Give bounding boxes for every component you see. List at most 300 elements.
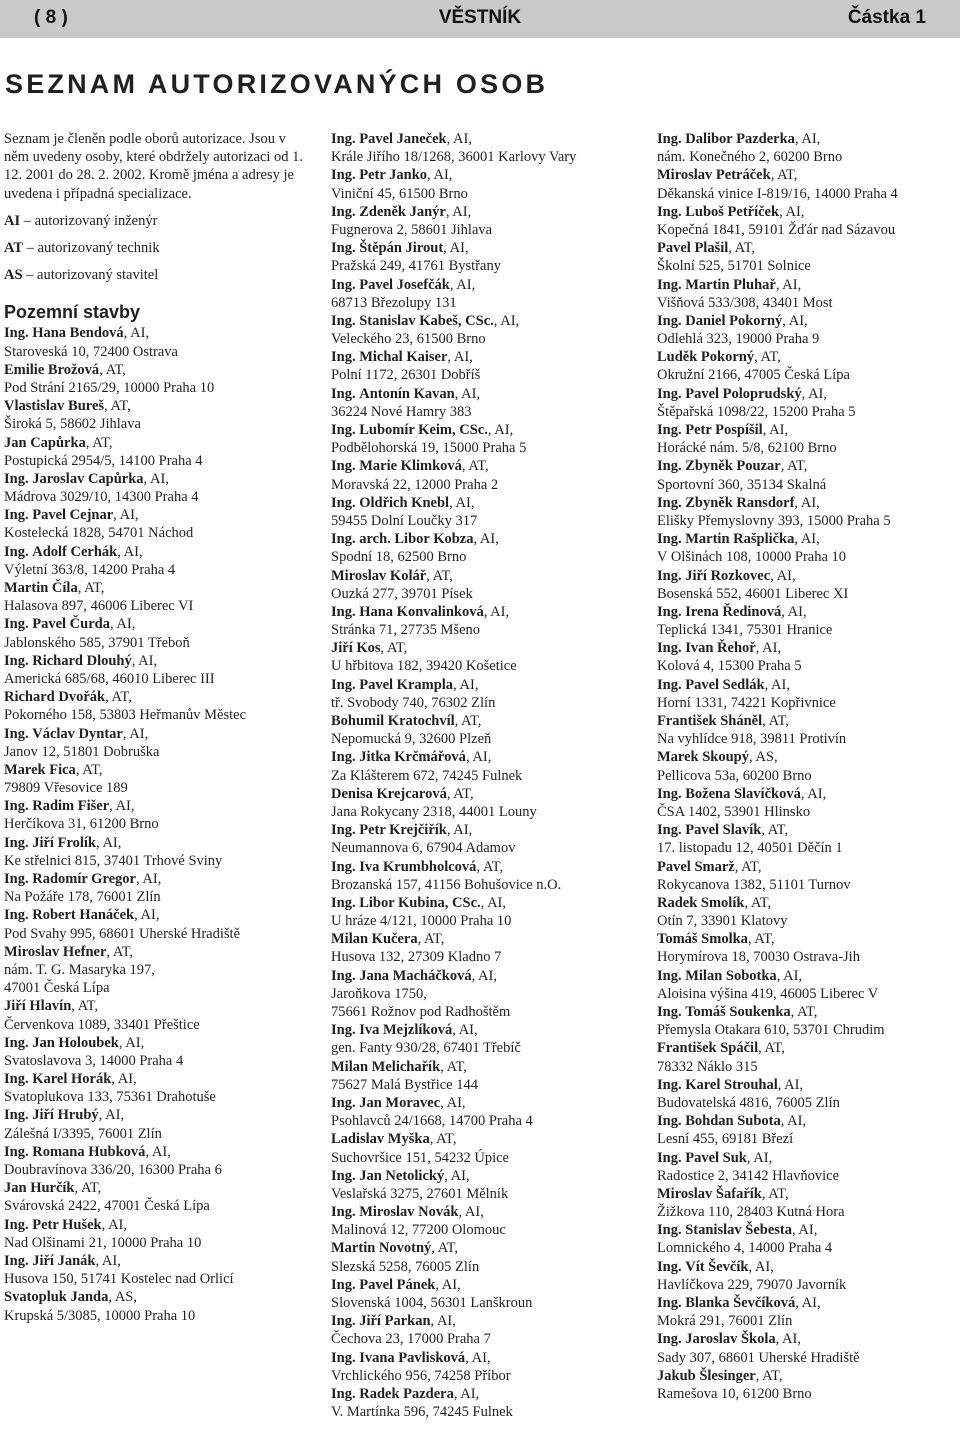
- person-authorization: , AI,: [118, 1034, 145, 1051]
- person-address: Kopečná 1841, 59101 Žďár nad Sázavou: [657, 221, 896, 238]
- person-title: Ing.: [4, 1071, 29, 1088]
- person-authorization: , AI,: [109, 798, 135, 815]
- person-entry: [657, 1076, 957, 1112]
- person-title: Ing.: [331, 203, 356, 220]
- person-entry: [331, 1167, 637, 1203]
- person-address: Pražská 249, 41761 Bystřany: [331, 258, 501, 275]
- person-name: Ladislav Myška: [331, 1131, 430, 1148]
- person-authorization: , AI,: [800, 785, 827, 802]
- person-address: Svatoplukova 133, 75361 Drahotuše: [4, 1089, 216, 1106]
- person-entry: [657, 1221, 957, 1257]
- person-address: Spodní 18, 62500 Brno: [331, 549, 467, 566]
- person-title: Ing.: [657, 567, 682, 584]
- person-entry: [4, 870, 312, 906]
- person-name: Jiří Kos: [331, 640, 381, 657]
- person-authorization: , AI,: [131, 652, 158, 669]
- person-title: Ing.: [331, 422, 356, 438]
- person-title: Ing.: [657, 1004, 682, 1020]
- person-authorization: , AI,: [95, 1252, 121, 1269]
- person-name: Robert Hanáček: [32, 907, 135, 924]
- person-address: Děkanská vinice I-819/16, 14000 Praha 4: [657, 185, 898, 202]
- person-address: Školní 525, 51701 Solnice: [657, 258, 811, 275]
- person-name: Radomír Gregor: [32, 871, 136, 888]
- person-name: Jiří Parkan: [359, 1313, 431, 1330]
- person-name: Zbyněk Pouzar: [685, 458, 781, 475]
- person-name: Jakub Šlesinger: [657, 1367, 756, 1384]
- person-address: Kolová 4, 15300 Praha 5: [657, 658, 802, 675]
- person-title: Ing.: [657, 312, 682, 329]
- person-title: Ing.: [4, 1034, 29, 1051]
- person-address: Zálešná I/3395, 76001 Zlín: [4, 1125, 162, 1142]
- person-authorization: , AT,: [770, 167, 798, 184]
- legend-code: AI: [4, 212, 21, 229]
- person-title: Ing.: [657, 1331, 682, 1348]
- person-entry: [331, 1203, 637, 1239]
- person-address: Žižkova 110, 28403 Kutná Hora: [657, 1204, 845, 1221]
- person-authorization: , AI,: [449, 276, 476, 293]
- legend-as: [4, 266, 312, 284]
- person-name: Pavel Poloprudský: [685, 385, 802, 402]
- person-name: Božena Slavíčková: [685, 785, 801, 802]
- person-entry: [657, 639, 957, 675]
- person-authorization: , AI,: [781, 603, 807, 620]
- person-address: Červenkova 1089, 33401 Přeštice: [4, 1016, 200, 1033]
- intro-paragraph: Seznam je členěn podle oborů autorizace. Jsou v něm uvedeny osoby, které obdržely autorizaci od 1. 12. 2001 do 28. 2. 2002. Kromě jména a adresy je uvedena i případná specializace.: [4, 131, 304, 202]
- person-name: Libor Kubina, CSc.: [359, 894, 481, 911]
- person-address: Janov 12, 51801 Dobruška: [4, 743, 160, 760]
- person-address: Horácké nám. 5/8, 62100 Brno: [657, 440, 837, 457]
- person-authorization: , AI,: [782, 312, 808, 329]
- person-title: Ing.: [4, 871, 29, 888]
- person-title: Ing.: [4, 725, 29, 742]
- person-address: Polní 1172, 26301 Dobříš: [331, 367, 481, 384]
- person-title: Ing.: [331, 458, 356, 475]
- person-title: Ing.: [657, 967, 682, 984]
- person-address: Za Klášterem 672, 74245 Fulnek: [331, 767, 523, 784]
- legend-separator: –: [20, 212, 35, 229]
- person-authorization: , AT,: [74, 1180, 102, 1197]
- person-name: Richard Dvořák: [4, 689, 106, 706]
- person-address: Sady 307, 68601 Uherské Hradiště: [657, 1349, 860, 1366]
- person-name: Martin Pluhař: [685, 276, 776, 293]
- person-name: Marie Klimková: [359, 458, 462, 475]
- person-entry: [4, 1179, 312, 1215]
- legend-code: AS: [4, 267, 23, 284]
- person-authorization: , AI,: [122, 725, 149, 742]
- person-name: Pavel Pánek: [359, 1276, 436, 1293]
- person-entry: [331, 348, 637, 384]
- person-authorization: , AT,: [747, 931, 775, 948]
- person-entry: [4, 397, 312, 433]
- person-name: Emilie Brožová: [4, 361, 100, 378]
- person-address: Ouzká 277, 39701 Písek: [331, 585, 473, 602]
- person-entry: [4, 1070, 312, 1106]
- person-title: Ing.: [657, 1113, 682, 1130]
- person-title: Ing.: [657, 640, 682, 657]
- person-authorization: , AI,: [101, 1216, 127, 1233]
- person-entry: [657, 385, 957, 421]
- person-address: Bosenská 552, 46001 Liberec XI: [657, 585, 849, 602]
- person-authorization: , AI,: [111, 1071, 137, 1088]
- person-address-line2: 47001 Česká Lípa: [4, 980, 110, 997]
- person-address: nám. Konečného 2, 60200 Brno: [657, 149, 843, 166]
- person-name: Romana Hubková: [32, 1143, 146, 1160]
- person-name: Pavel Suk: [685, 1149, 747, 1166]
- person-entry: [4, 361, 312, 397]
- person-name: František Sháněl: [657, 713, 763, 729]
- person-authorization: , AI,: [794, 131, 821, 147]
- person-authorization: , AT,: [99, 361, 126, 378]
- person-address: Rokycanova 1382, 51101 Turnov: [657, 876, 851, 893]
- person-address: Husova 132, 27309 Kladno 7: [331, 949, 502, 966]
- person-entry: [657, 276, 957, 312]
- person-title: Ing.: [331, 276, 356, 293]
- person-authorization: , AT,: [454, 713, 482, 729]
- person-name: Ivan Řehoř: [685, 640, 756, 657]
- person-authorization: , AI,: [427, 167, 453, 184]
- person-address: Brozanská 157, 41156 Bohušovice n.O.: [331, 876, 562, 893]
- person-entry: [657, 166, 957, 202]
- person-address: Jaroňkova 1750,: [331, 985, 427, 1002]
- person-address: Štěpařská 1098/22, 15200 Praha 5: [657, 403, 856, 420]
- person-address: Mokrá 291, 76001 Zlín: [657, 1313, 793, 1330]
- person-name: Hana Bendová: [32, 325, 124, 342]
- person-address: Krále Jiřího 18/1268, 36001 Karlovy Vary: [331, 149, 577, 166]
- person-authorization: , AI,: [465, 749, 492, 766]
- person-title: Ing.: [331, 1276, 356, 1293]
- person-authorization: , AI,: [447, 349, 473, 366]
- person-name: Richard Dlouhý: [32, 652, 132, 669]
- person-authorization: , AI,: [775, 1331, 801, 1348]
- person-authorization: , AI,: [770, 567, 796, 584]
- person-name: Jiří Hrubý: [32, 1107, 99, 1124]
- person-title: Ing.: [4, 652, 29, 669]
- person-entry: [4, 725, 312, 761]
- person-authorization: , AI,: [452, 1022, 478, 1039]
- person-address: Viniční 45, 61500 Brno: [331, 185, 468, 202]
- person-name: Martin Rašplička: [685, 531, 795, 548]
- person-entry: [331, 785, 637, 821]
- person-name: Luděk Pokorný: [657, 349, 755, 366]
- person-entry: [657, 894, 957, 930]
- person-entry: [331, 421, 637, 457]
- person-title: Ing.: [657, 1076, 682, 1093]
- person-entry: [657, 1258, 957, 1294]
- person-entry: [331, 567, 637, 603]
- legend-text: autorizovaný stavitel: [37, 267, 159, 284]
- person-authorization: , AT,: [106, 943, 134, 960]
- person-title: Ing.: [4, 325, 29, 342]
- person-address: Svárovská 2422, 47001 Česká Lípa: [4, 1198, 210, 1215]
- person-authorization: , AI,: [779, 203, 805, 220]
- person-address: V Olšinách 108, 10000 Praha 10: [657, 549, 847, 566]
- person-title: Ing.: [657, 276, 682, 293]
- person-name: Jaroslav Capůrka: [32, 470, 144, 487]
- person-authorization: , AI,: [764, 676, 790, 693]
- person-entry: [331, 858, 637, 894]
- person-name: Zdeněk Janýr: [359, 203, 446, 220]
- person-authorization: , AI,: [780, 1113, 807, 1130]
- person-name: Petr Hušek: [32, 1216, 102, 1233]
- person-authorization: , AI,: [449, 494, 475, 511]
- person-name: Václav Dyntar: [32, 725, 123, 742]
- person-address: Višňová 533/308, 43401 Most: [657, 294, 833, 311]
- person-title: Ing.: [331, 131, 356, 147]
- person-entry: [4, 997, 312, 1033]
- person-entry: [657, 1149, 957, 1185]
- person-entry: [4, 1143, 312, 1179]
- person-address: Vrchlického 956, 74258 Příbor: [331, 1367, 511, 1384]
- person-entry: [331, 1349, 637, 1385]
- person-name: Jaroslav Škola: [685, 1331, 776, 1348]
- person-name: Tomáš Soukenka: [685, 1004, 791, 1020]
- person-entry: [657, 421, 957, 457]
- person-name: Bohumil Kratochvíl: [331, 713, 455, 729]
- person-name: Stanislav Kabeš, CSc.: [359, 312, 494, 329]
- person-address: U hráze 4/121, 10000 Praha 10: [331, 913, 512, 930]
- person-entry: [331, 748, 637, 784]
- person-address: Pod Strání 2165/29, 10000 Praha 10: [4, 379, 215, 396]
- person-entry: [657, 1039, 957, 1075]
- person-name: Martin Číla: [4, 580, 78, 597]
- legend-text: autorizovaný inženýr: [34, 212, 158, 229]
- person-entry: [657, 712, 957, 748]
- person-title: Ing.: [657, 422, 682, 438]
- person-name: Ivana Pavlisková: [359, 1349, 466, 1366]
- person-address: Psohlavců 24/1668, 14700 Praha 4: [331, 1113, 533, 1130]
- person-name: Petr Krejčiřík: [359, 822, 447, 839]
- person-authorization: , AI,: [453, 1385, 480, 1402]
- person-title: Ing.: [657, 1295, 682, 1311]
- person-entry: [4, 761, 312, 797]
- person-title: Ing.: [331, 894, 356, 911]
- person-entry: [331, 130, 637, 166]
- person-entry: [657, 858, 957, 894]
- person-entry: [657, 130, 957, 166]
- person-name: Miroslav Šafařík: [657, 1185, 762, 1202]
- person-name: Petr Pospíšil: [685, 422, 763, 438]
- person-authorization: , AT,: [755, 1367, 783, 1384]
- person-authorization: , AI,: [458, 1204, 484, 1221]
- person-entry: [4, 470, 312, 506]
- person-authorization: , AI,: [777, 1076, 804, 1093]
- person-address: Lomnického 4, 14000 Praha 4: [657, 1240, 833, 1257]
- person-authorization: , AI,: [473, 531, 499, 548]
- person-title: Ing.: [331, 749, 356, 766]
- person-entry: [4, 434, 312, 470]
- person-entry: [657, 930, 957, 966]
- person-name: Libor Kobza: [394, 531, 474, 548]
- person-name: Štěpán Jirout: [359, 240, 444, 257]
- person-entry: [331, 676, 637, 712]
- person-address: Kostelecká 1828, 54701 Náchod: [4, 525, 194, 542]
- person-title: Ing.: [331, 1313, 356, 1330]
- person-authorization: , AT,: [734, 858, 762, 875]
- person-address: Herčíkova 31, 61200 Brno: [4, 816, 159, 833]
- person-entry: [4, 1034, 312, 1070]
- person-authorization: , AT,: [761, 1185, 789, 1202]
- person-address: Teplická 1341, 75301 Hranice: [657, 622, 833, 639]
- person-name: Vít Ševčík: [685, 1258, 749, 1275]
- person-address: Halasova 897, 46006 Liberec VI: [4, 598, 194, 615]
- person-authorization: , AI,: [471, 967, 497, 984]
- person-address: Havlíčkova 229, 79070 Javorník: [657, 1276, 847, 1293]
- entries-list-3: [657, 130, 957, 1403]
- person-entry: [331, 712, 637, 748]
- person-title: Ing.: [331, 1349, 356, 1366]
- person-title: Ing.: [331, 240, 356, 257]
- person-name: Stanislav Šebesta: [685, 1222, 792, 1239]
- person-title: Ing. arch.: [331, 531, 391, 548]
- person-title: Ing.: [4, 616, 29, 633]
- person-address: Horní 1331, 74221 Kopřivnice: [657, 694, 836, 711]
- person-entry: [657, 457, 957, 493]
- person-entry: [4, 1216, 312, 1252]
- person-authorization: , AI,: [453, 676, 479, 693]
- person-entry: [331, 639, 637, 675]
- person-name: Svatopluk Janda: [4, 1289, 109, 1306]
- person-address: gen. Fanty 930/28, 67401 Třebíč: [331, 1040, 521, 1057]
- person-address: Jana Rokycany 2318, 44001 Louny: [331, 803, 537, 820]
- person-entry: [657, 312, 957, 348]
- person-authorization: , AI,: [113, 507, 139, 524]
- person-authorization: , AT,: [104, 398, 131, 415]
- person-entry: [331, 530, 637, 566]
- person-authorization: , AT,: [417, 931, 445, 948]
- person-name: Jana Macháčková: [359, 967, 472, 984]
- person-authorization: , AI,: [123, 325, 150, 342]
- person-name: Pavel Josefčák: [359, 276, 450, 293]
- person-entry: [331, 1094, 637, 1130]
- person-entry: [331, 239, 637, 275]
- person-title: Ing.: [4, 1143, 29, 1160]
- page-title: SEZNAM AUTORIZOVANÝCH OSOB: [5, 69, 549, 99]
- person-entry: [657, 494, 957, 530]
- person-authorization: , AS,: [749, 749, 778, 766]
- person-entry: [331, 930, 637, 966]
- person-title: Ing.: [657, 822, 682, 839]
- person-authorization: , AI,: [430, 1313, 456, 1330]
- person-entry: [331, 1276, 637, 1312]
- person-title: Ing.: [4, 470, 29, 487]
- person-name: Pavel Smarž: [657, 858, 735, 875]
- person-entry: [4, 579, 312, 615]
- person-authorization: , AI,: [445, 203, 472, 220]
- person-name: Bohdan Subota: [685, 1113, 781, 1130]
- person-authorization: , AT,: [429, 1131, 457, 1148]
- person-name: Luboš Petříček: [685, 203, 780, 220]
- person-entry: [331, 494, 637, 530]
- person-name: Jan Netolický: [359, 1167, 445, 1184]
- person-authorization: , AI,: [762, 422, 789, 438]
- person-address: Fugnerova 2, 58601 Jihlava: [331, 221, 493, 238]
- person-title: Ing.: [331, 1022, 356, 1039]
- person-name: Pavel Krampla: [359, 676, 454, 693]
- section-heading: Pozemní stavby: [4, 302, 141, 323]
- person-authorization: , AI,: [801, 385, 828, 402]
- person-authorization: , AT,: [790, 1004, 818, 1020]
- person-name: Jiří Janák: [32, 1252, 96, 1269]
- person-entry: [331, 603, 637, 639]
- person-name: Pavel Sedlák: [685, 676, 765, 693]
- person-name: Zbyněk Ransdorf: [685, 494, 795, 511]
- entries-list-1: [4, 324, 312, 1324]
- person-authorization: , AT,: [754, 349, 781, 366]
- person-entry: [331, 967, 637, 1022]
- person-authorization: , AI,: [465, 1349, 491, 1366]
- person-address: Nad Olšinami 21, 10000 Praha 10: [4, 1234, 202, 1251]
- person-entry: [331, 385, 637, 421]
- person-entry: [4, 943, 312, 998]
- person-name: Iva Mejzlíková: [359, 1022, 453, 1039]
- person-address: Pod Svahy 995, 68601 Uherské Hradiště: [4, 925, 241, 942]
- person-name: Irena Ředinová: [685, 603, 782, 620]
- person-title: Ing.: [657, 131, 682, 147]
- person-entry: [4, 797, 312, 833]
- person-address: Lesní 455, 69181 Březí: [657, 1131, 794, 1148]
- person-name: Petr Janko: [359, 167, 428, 184]
- person-name: Milan Kučera: [331, 931, 418, 948]
- person-address: Svatoslavova 3, 14000 Praha 4: [4, 1052, 184, 1069]
- person-entry: [331, 894, 637, 930]
- person-entry: [657, 1330, 957, 1366]
- person-name: František Spáčil: [657, 1040, 759, 1057]
- person-authorization: , AI,: [117, 543, 143, 560]
- person-address: Slovenská 1004, 56301 Lanškroun: [331, 1295, 533, 1311]
- person-address: Moravská 22, 12000 Praha 2: [331, 476, 499, 493]
- person-address: Ramešova 10, 61200 Brno: [657, 1385, 812, 1402]
- entries-list-2: [331, 130, 637, 1421]
- person-entry: [657, 603, 957, 639]
- person-authorization: , AT,: [75, 761, 103, 778]
- person-address: Nepomucká 9, 32600 Plzeň: [331, 731, 492, 748]
- person-name: Denisa Krejcarová: [331, 785, 447, 802]
- person-entry: [331, 1021, 637, 1057]
- person-authorization: , AI,: [795, 1295, 821, 1311]
- person-address: Radostice 2, 34142 Hlavňovice: [657, 1167, 840, 1184]
- person-title: Ing.: [657, 531, 682, 548]
- person-entry: [331, 312, 637, 348]
- person-entry: [331, 821, 637, 857]
- person-entry: [331, 203, 637, 239]
- person-address-line2: 75661 Rožnov pod Radhoštěm: [331, 1004, 511, 1020]
- person-title: Ing.: [657, 458, 682, 475]
- person-authorization: , AI,: [109, 616, 136, 633]
- person-address: 68713 Březolupy 131: [331, 294, 457, 311]
- person-authorization: , AI,: [446, 131, 472, 147]
- person-entry: [657, 203, 957, 239]
- person-authorization: , AI,: [794, 531, 820, 548]
- person-authorization: , AS,: [108, 1289, 137, 1306]
- person-entry: [657, 348, 957, 384]
- person-address: Malinová 12, 77200 Olomouc: [331, 1222, 506, 1239]
- person-name: Jan Moravec: [359, 1094, 441, 1111]
- person-address: Elišky Přemyslovny 393, 15000 Praha 5: [657, 512, 891, 529]
- person-entry: [4, 543, 312, 579]
- person-entry: [657, 567, 957, 603]
- person-title: Ing.: [331, 1385, 356, 1402]
- person-entry: [331, 1130, 637, 1166]
- person-name: Jitka Krčmářová: [359, 749, 466, 766]
- person-name: Antonín Kavan: [359, 385, 455, 402]
- person-authorization: , AI,: [493, 312, 520, 329]
- person-name: Karel Strouhal: [685, 1076, 778, 1093]
- person-address: Veleckého 23, 61500 Brno: [331, 331, 486, 348]
- person-address: Otín 7, 33901 Klatovy: [657, 913, 788, 930]
- person-entry: [657, 1003, 957, 1039]
- person-name: Radim Fišer: [32, 798, 110, 815]
- person-title: Ing.: [657, 1258, 682, 1275]
